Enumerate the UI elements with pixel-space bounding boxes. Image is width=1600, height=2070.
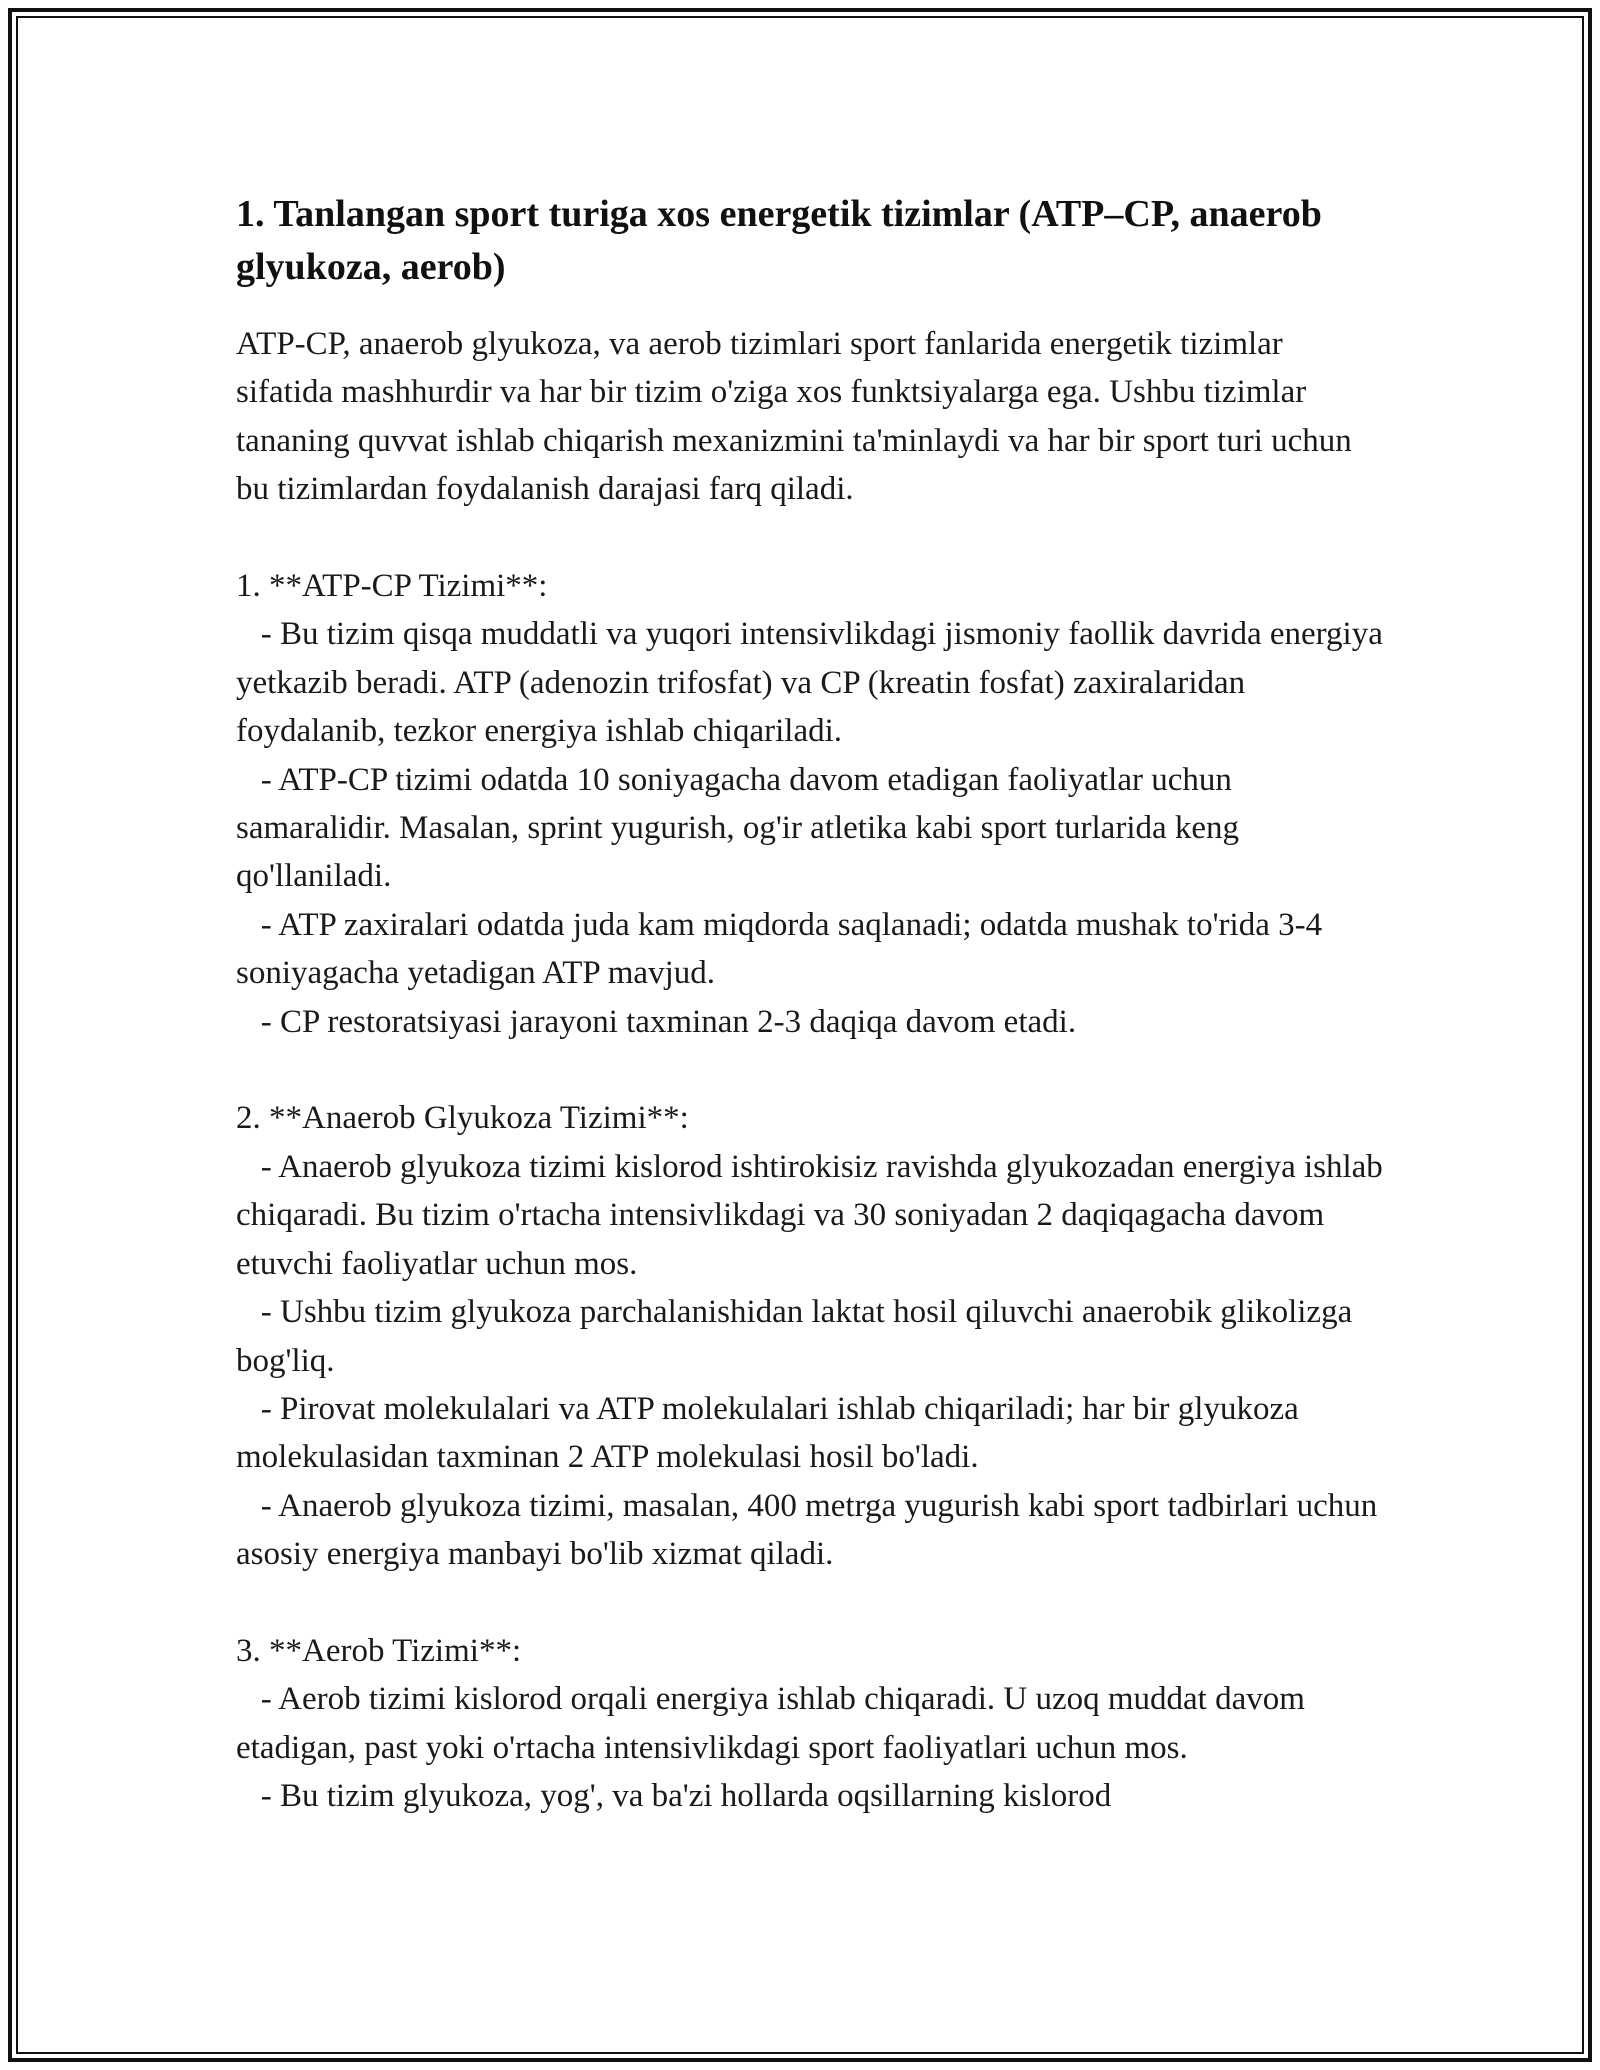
list-item: - ATP-CP tizimi odatda 10 soniyagacha davom etadigan faoliyatlar uchun samaralidir. Masalan, sprint yugurish, og'ir atletika kabi sport turlarida keng qo'llaniladi. — [236, 761, 1248, 895]
section-heading: 1. Tanlangan sport turiga xos energetik tizimlar (ATP–CP, anaerob glyukoza, aerob) — [236, 193, 1322, 288]
list-item: - Pirovat molekulalari va ATP molekulalari ishlab chiqariladi; har bir glyukoza molekulasidan taxminan 2 ATP molekulasi hosil bo'ladi. — [236, 1390, 1308, 1476]
list-item: - Ushbu tizim glyukoza parchalanishidan laktat hosil qiluvchi anaerobik glikolizga bog'liq. — [236, 1294, 1361, 1379]
section-title-anaerob: 2. **Anaerob Glyukoza Tizimi**: — [236, 1100, 689, 1137]
spacer — [236, 514, 1386, 562]
intro-paragraph: ATP-CP, anaerob glyukoza, va aerob tizimlari sport fanlarida energetik tizimlar sifatida mashhurdir va har bir tizim o'ziga xos funktsiyalarga ega. Ushbu tizimlar tananing quvvat ishlab chiqarish mexanizmini ta'minlaydi va har bir sport turi uchun bu tizimlardan foydalanish darajasi farq qiladi. — [236, 326, 1361, 508]
list-item: - Anaerob glyukoza tizimi, masalan, 400 metrga yugurish kabi sport tadbirlari uchun asosiy energiya manbayi bo'lib xizmat qiladi. — [236, 1487, 1386, 1573]
section-aerob — [236, 1627, 1386, 1821]
spacer — [236, 1046, 1386, 1094]
list-item: - Bu tizim glyukoza, yog', va ba'zi hollarda oqsillarning kislorod — [236, 1778, 1112, 1815]
section-anaerob-glyukoza — [236, 1094, 1392, 1578]
document-body — [236, 188, 1392, 1821]
section-title-aerob: 3. **Aerob Tizimi**: — [236, 1632, 522, 1669]
list-item: - Aerob tizimi kislorod orqali energiya ishlab chiqaradi. U uzoq muddat davom etadigan, past yoki o'rtacha intensivlikdagi sport faoliyatlari uchun mos. — [236, 1681, 1314, 1766]
list-item: - ATP zaxiralari odatda juda kam miqdorda saqlanadi; odatda mushak to'rida 3-4 soniyagacha yetadigan ATP mavjud. — [236, 906, 1331, 992]
list-item: - Anaerob glyukoza tizimi kislorod ishtirokisiz ravishda glyukozadan energiya ishlab chiqaradi. Bu tizim o'rtacha intensivlikdagi va 30 soniyadan 2 daqiqagacha davom etuvchi faoliyatlar uchun mos. — [236, 1148, 1392, 1282]
section-atp-cp — [236, 562, 1392, 1046]
section-title-atp-cp: 1. **ATP-CP Tizimi**: — [236, 568, 548, 605]
spacer — [236, 1579, 1386, 1627]
list-item: - Bu tizim qisqa muddatli va yuqori intensivlikdagi jismoniy faollik davrida energiya yetkazib beradi. ATP (adenozin trifosfat) va CP (kreatin fosfat) zaxiralaridan foydalanib, tezkor energiya ishlab chiqariladi. — [236, 616, 1392, 750]
list-item: - CP restoratsiyasi jarayoni taxminan 2-3 daqiqa davom etadi. — [236, 1003, 1077, 1040]
